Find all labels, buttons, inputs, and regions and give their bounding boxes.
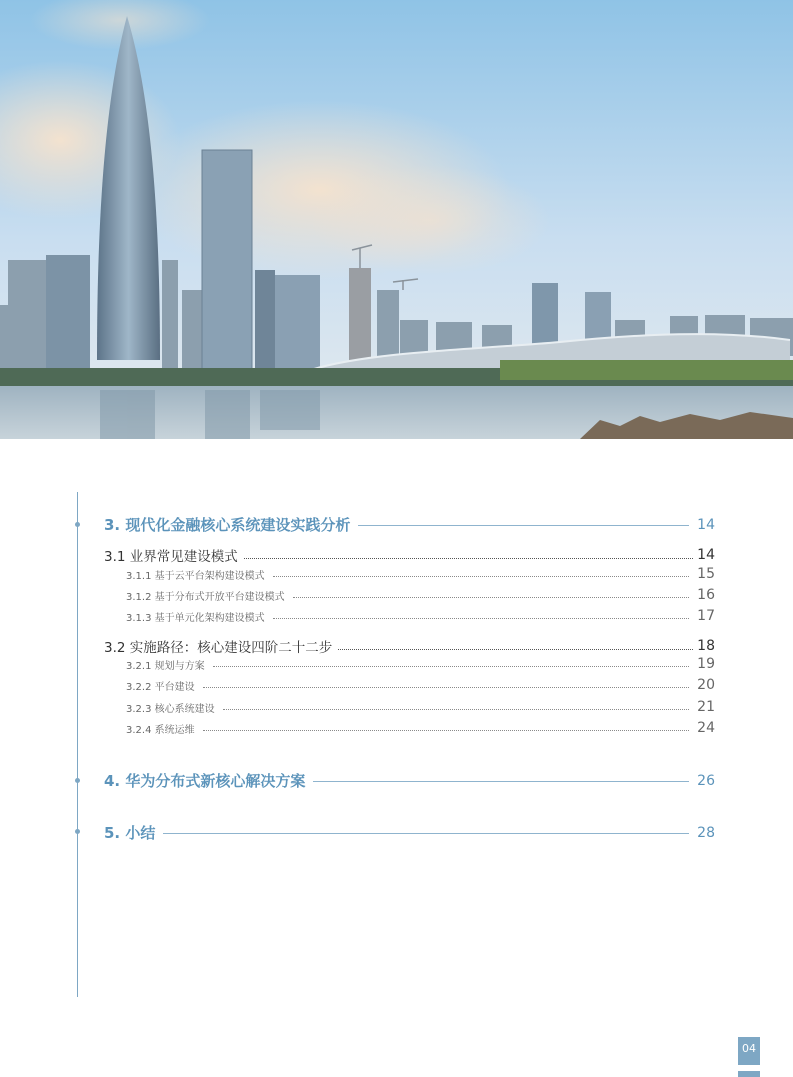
toc-section-3-1[interactable] <box>104 545 715 565</box>
toc-leader-dots <box>273 576 690 577</box>
toc-leader-dots <box>203 730 690 731</box>
toc-leader-dots <box>338 649 693 650</box>
toc-entry-title: 5. 小结 <box>104 824 156 842</box>
page-number: 04 <box>738 1037 760 1065</box>
toc-subsection-3-1-2[interactable] <box>126 587 715 603</box>
toc-entry-page: 28 <box>697 824 715 841</box>
toc-entry-page: 15 <box>697 566 715 582</box>
toc-entry-title: 3.1.2 基于分布式开放平台建设模式 <box>126 591 285 603</box>
toc-subsection-3-2-2[interactable] <box>126 677 715 693</box>
toc-bullet <box>75 778 80 783</box>
toc-bullet <box>75 829 80 834</box>
toc-leader-dots <box>273 618 690 619</box>
toc-bullet <box>75 522 80 527</box>
toc-entry-title: 3.2.3 核心系统建设 <box>126 703 215 715</box>
toc-entry-page: 26 <box>697 772 715 789</box>
toc-entry-page: 21 <box>697 699 715 715</box>
toc-subsection-3-2-4[interactable] <box>126 720 715 736</box>
toc-entry-title: 3.1.3 基于单元化架构建设模式 <box>126 612 265 624</box>
toc-subsection-3-2-3[interactable] <box>126 699 715 715</box>
toc-entry-page: 16 <box>697 587 715 603</box>
toc-entry-title: 3.2.4 系统运维 <box>126 724 195 736</box>
toc-subsection-3-2-1[interactable] <box>126 656 715 672</box>
toc-entry-page: 14 <box>697 516 715 533</box>
hero-skyline-image <box>0 0 793 439</box>
toc-entry-title: 4. 华为分布式新核心解决方案 <box>104 772 306 790</box>
toc-chapter-3[interactable] <box>104 514 715 535</box>
toc-leader-line <box>358 525 689 526</box>
toc-leader-dots <box>213 666 690 667</box>
toc-entry-title: 3.2.1 规划与方案 <box>126 660 205 672</box>
toc-entry-title: 3.1 业界常见建设模式 <box>104 549 238 565</box>
toc-section-3-2[interactable] <box>104 636 715 656</box>
page-number-bar <box>738 1071 760 1077</box>
toc-entry-page: 24 <box>697 720 715 736</box>
toc-entry-title: 3.2 实施路径：核心建设四阶二十二步 <box>104 640 333 656</box>
toc-entry-title: 3. 现代化金融核心系统建设实践分析 <box>104 516 351 534</box>
toc-entry-title: 3.1.1 基于云平台架构建设模式 <box>126 570 265 582</box>
toc-leader-line <box>163 833 689 834</box>
toc-leader-dots <box>293 597 690 598</box>
toc-entry-page: 18 <box>697 638 715 654</box>
toc-entry-page: 20 <box>697 677 715 693</box>
toc-leader-dots <box>203 687 690 688</box>
toc-vertical-rule <box>77 492 78 997</box>
toc-entry-title: 3.2.2 平台建设 <box>126 681 195 693</box>
toc-subsection-3-1-1[interactable] <box>126 566 715 582</box>
toc-chapter-5[interactable] <box>104 822 715 843</box>
toc-subsection-3-1-3[interactable] <box>126 608 715 624</box>
toc-leader-dots <box>223 709 690 710</box>
toc-entry-page: 14 <box>697 547 715 563</box>
toc-chapter-4[interactable] <box>104 770 715 791</box>
toc-entry-page: 19 <box>697 656 715 672</box>
toc-leader-line <box>313 781 689 782</box>
toc-leader-dots <box>244 558 693 559</box>
toc-entry-page: 17 <box>697 608 715 624</box>
